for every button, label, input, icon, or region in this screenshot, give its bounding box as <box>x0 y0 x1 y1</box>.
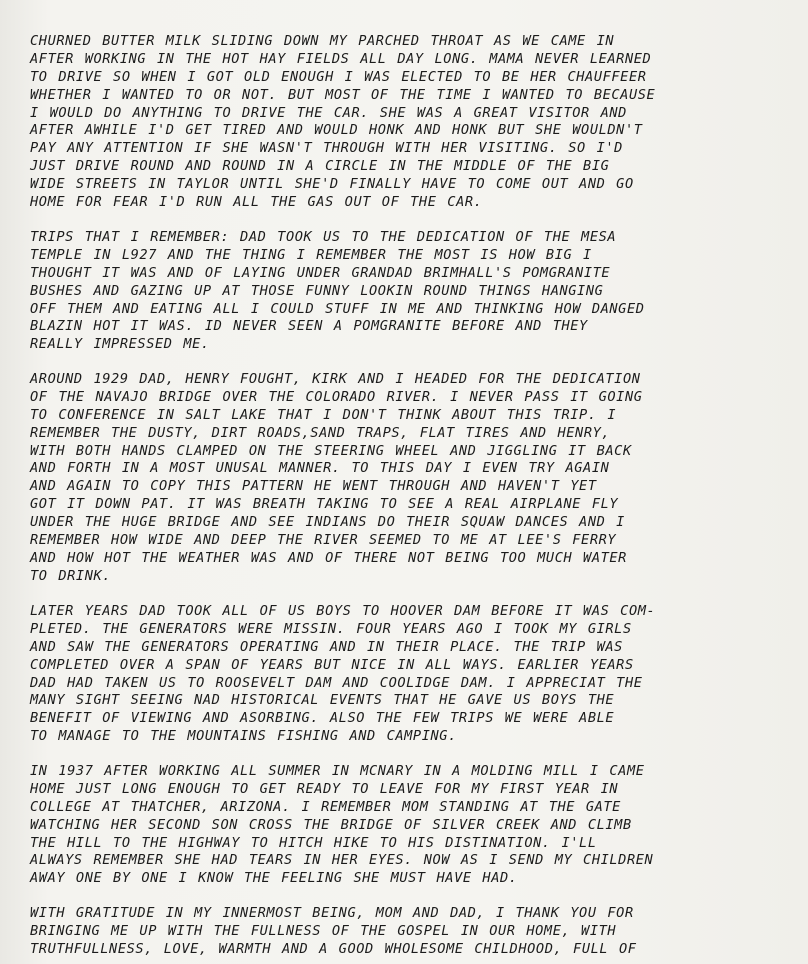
text-line: TRUTHFULLNESS, LOVE, WARMTH AND A GOOD WHOLESOME CHILDHOOD, FULL OF <box>30 940 637 957</box>
text-line: AND SAW THE GENERATORS OPERATING AND IN THEIR PLACE. THE TRIP WAS <box>30 638 623 655</box>
text-line: AWAY ONE BY ONE I KNOW THE FEELING SHE MUST HAVE HAD. <box>30 870 518 887</box>
text-line: GOT IT DOWN PAT. IT WAS BREATH TAKING TO SEE A REAL AIRPLANE FLY <box>30 496 619 513</box>
paragraph-college-1937 <box>30 763 790 888</box>
text-line: WATCHING HER SECOND SON CROSS THE BRIDGE OF SILVER CREEK AND CLIMB <box>30 816 632 833</box>
paragraph-mesa-temple <box>30 229 790 354</box>
text-line: BLAZIN HOT IT WAS. ID NEVER SEEN A POMGRANITE BEFORE AND THEY <box>30 318 588 335</box>
text-line: REMEMBER HOW WIDE AND DEEP THE RIVER SEEMED TO ME AT LEE'S FERRY <box>30 532 617 549</box>
text-line: WITH BOTH HANDS CLAMPED ON THE STEERING WHEEL AND JIGGLING IT BACK <box>30 442 632 459</box>
text-line: OFF THEM AND EATING ALL I COULD STUFF IN ME AND THINKING HOW DANGED <box>30 300 645 317</box>
paragraph-gratitude <box>30 905 790 959</box>
text-line: I WOULD DO ANYTHING TO DRIVE THE CAR. SHE WAS A GREAT VISITOR AND <box>30 104 627 121</box>
text-line: TO CONFERENCE IN SALT LAKE THAT I DON'T THINK ABOUT THIS TRIP. I <box>30 406 617 423</box>
text-line: TO DRINK. <box>30 567 112 584</box>
text-line: HOME FOR FEAR I'D RUN ALL THE GAS OUT OF THE CAR. <box>30 194 483 211</box>
text-line: PAY ANY ATTENTION IF SHE WASN'T THROUGH WITH HER VISITING. SO I'D <box>30 140 623 157</box>
text-line: BRINGING ME UP WITH THE FULLNESS OF THE GOSPEL IN OUR HOME, WITH <box>30 922 617 939</box>
text-line: TRIPS THAT I REMEMBER: DAD TOOK US TO THE DEDICATION OF THE MESA <box>30 229 617 245</box>
text-line: CHURNED BUTTER MILK SLIDING DOWN MY PARCHED THROAT AS WE CAME IN <box>30 33 615 49</box>
text-line: JUST DRIVE ROUND AND ROUND IN A CIRCLE IN THE MIDDLE OF THE BIG <box>30 158 610 175</box>
text-line: TO MANAGE TO THE MOUNTAINS FISHING AND CAMPING. <box>30 728 457 745</box>
text-line: AROUND 1929 DAD, HENRY FOUGHT, KIRK AND I HEADED FOR THE DEDICATION <box>30 371 641 387</box>
text-line: OF THE NAVAJO BRIDGE OVER THE COLORADO RIVER. I NEVER PASS IT GOING <box>30 388 643 405</box>
text-line: WITH GRATITUDE IN MY INNERMOST BEING, MOM AND DAD, I THANK YOU FOR <box>30 905 634 921</box>
text-line: AFTER WORKING IN THE HOT HAY FIELDS ALL DAY LONG. MAMA NEVER LEARNED <box>30 50 652 67</box>
text-line: WIDE STREETS IN TAYLOR UNTIL SHE'D FINALLY HAVE TO COME OUT AND GO <box>30 176 634 193</box>
text-line: TEMPLE IN L927 AND THE THING I REMEMBER THE MOST IS HOW BIG I <box>30 246 592 263</box>
text-line: DAD HAD TAKEN US TO ROOSEVELT DAM AND COOLIDGE DAM. I APPRECIAT THE <box>30 674 643 691</box>
text-line: THOUGHT IT WAS AND OF LAYING UNDER GRANDAD BRIMHALL'S POMGRANITE <box>30 264 611 281</box>
text-line: COLLEGE AT THATCHER, ARIZONA. I REMEMBER MOM STANDING AT THE GATE <box>30 798 621 815</box>
paragraph-navajo-bridge <box>30 371 790 586</box>
text-line: HOME JUST LONG ENOUGH TO GET READY TO LEAVE FOR MY FIRST YEAR IN <box>30 780 619 797</box>
text-line: TO DRIVE SO WHEN I GOT OLD ENOUGH I WAS ELECTED TO BE HER CHAUFFEER <box>30 68 647 85</box>
text-line: WHETHER I WANTED TO OR NOT. BUT MOST OF THE TIME I WANTED TO BECAUSE <box>30 86 656 103</box>
text-line: UNDER THE HUGE BRIDGE AND SEE INDIANS DO THEIR SQUAW DANCES AND I <box>30 514 625 531</box>
text-line: AND FORTH IN A MOST UNUSAL MANNER. TO THIS DAY I EVEN TRY AGAIN <box>30 460 610 477</box>
text-line: COMPLETED OVER A SPAN OF YEARS BUT NICE IN ALL WAYS. EARLIER YEARS <box>30 656 634 673</box>
text-line: THE HILL TO THE HIGHWAY TO HITCH HIKE TO HIS DISTINATION. I'LL <box>30 834 597 851</box>
text-line: ALWAYS REMEMBER SHE HAD TEARS IN HER EYES. NOW AS I SEND MY CHILDREN <box>30 852 654 869</box>
text-line: AFTER AWHILE I'D GET TIRED AND WOULD HONK AND HONK BUT SHE WOULDN'T <box>30 122 643 139</box>
text-line: PLETED. THE GENERATORS WERE MISSIN. FOUR YEARS AGO I TOOK MY GIRLS <box>30 620 632 637</box>
text-line: REMEMBER THE DUSTY, DIRT ROADS,SAND TRAPS, FLAT TIRES AND HENRY, <box>30 424 611 441</box>
paragraph-butter-milk <box>30 33 790 212</box>
text-line: BUSHES AND GAZING UP AT THOSE FUNNY LOOKIN ROUND THINGS HANGING <box>30 282 604 299</box>
text-line: REALLY IMPRESSED ME. <box>30 336 210 353</box>
text-line: MANY SIGHT SEEING NAD HISTORICAL EVENTS THAT HE GAVE US BOYS THE <box>30 692 615 709</box>
text-line: LATER YEARS DAD TOOK ALL OF US BOYS TO HOOVER DAM BEFORE IT WAS COM- <box>30 603 656 619</box>
paragraph-hoover-dam <box>30 603 790 746</box>
text-line: BENEFIT OF VIEWING AND ASORBING. ALSO THE FEW TRIPS WE WERE ABLE <box>30 710 615 727</box>
text-line: IN 1937 AFTER WORKING ALL SUMMER IN MCNARY IN A MOLDING MILL I CAME <box>30 763 645 779</box>
text-line: AND HOW HOT THE WEATHER WAS AND OF THERE NOT BEING TOO MUCH WATER <box>30 549 627 566</box>
text-line: AND AGAIN TO COPY THIS PATTERN HE WENT THROUGH AND HAVEN'T YET <box>30 478 597 495</box>
